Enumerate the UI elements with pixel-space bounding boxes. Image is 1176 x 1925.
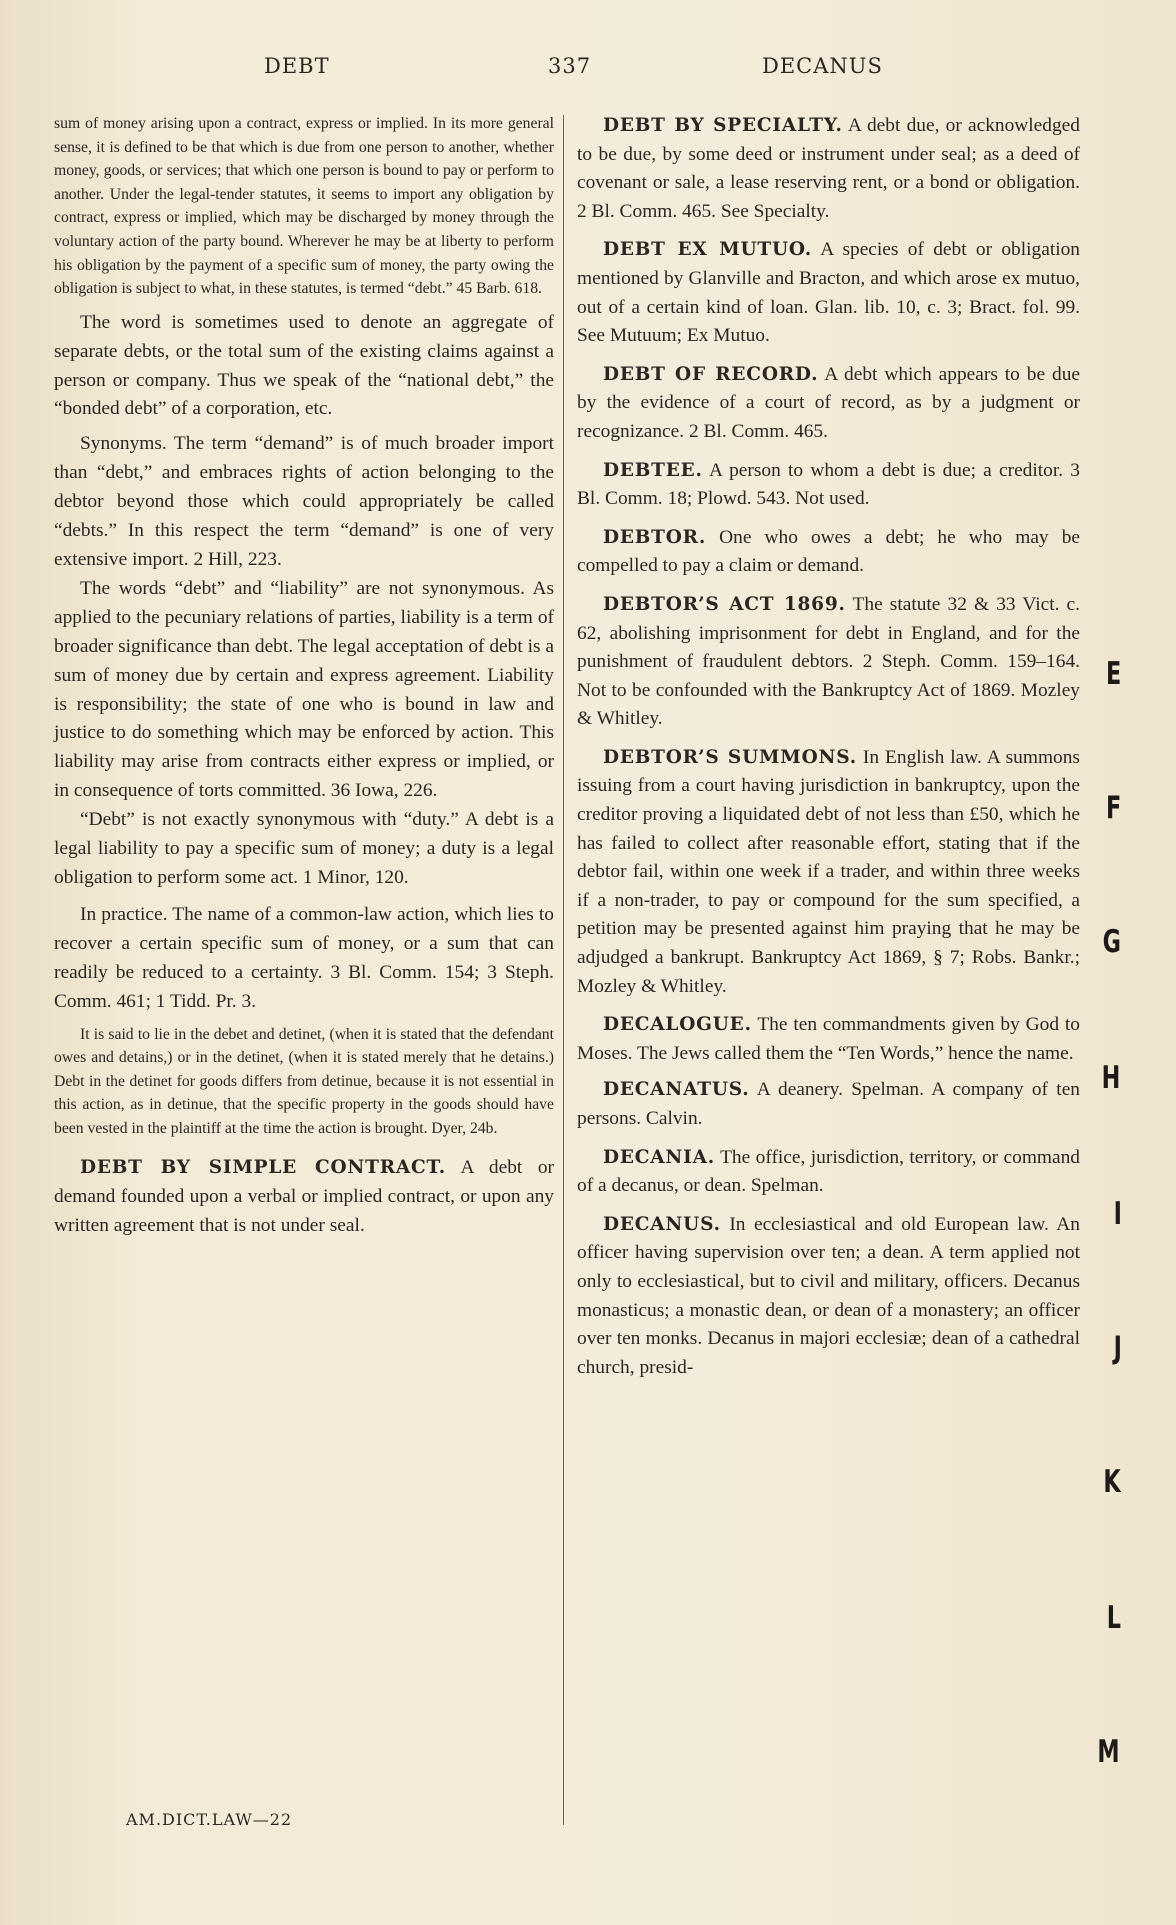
left-paragraph-2: The word is sometimes used to denote an aggregate of separate debts, or the total sum of the existing claims against a person or company. Thus we speak of the “national debt,” the “bonded debt” of a corporation, etc. (54, 311, 554, 420)
left-paragraph-6: In practice. The name of a common-law action, which lies to recover a certain specific sum of money, or a sum that can readily be reduced to a certainty. 3 Bl. Comm. 154; 3 Steph. Comm. 461; 1 Tidd. Pr. 3. (54, 903, 554, 1012)
column-divider (563, 115, 564, 1825)
entry-debt-by-specialty (577, 112, 1080, 226)
right-column (577, 112, 1080, 1382)
entry-decanatus (577, 1076, 1080, 1133)
left-paragraph-4: The words “debt” and “liability” are not synonymous. As applied to the pecuniary relations of parties, liability is a term of broader significance than debt. The legal acceptation of debt is a sum of money due by certain and express agreement. Liability is responsibility; the state of one who is bound in law and justice to do something which may be enforced by action. This liability may arise from contracts either express or implied, or in consequence of torts committed. 36 Iowa, 226. (54, 577, 554, 802)
entry-debtors-summons (577, 744, 1080, 1001)
thumb-index-letter[interactable]: G (1102, 924, 1121, 960)
entry-definition: The statute 32 & 33 Vict. c. 62, abolishing imprisonment for debt in England, and for the punishment of fraudulent debtors. 2 Steph. Comm. 159–164. Not to be confounded with the Bankruptcy Act of 1869. Mozley & Whitley. (577, 593, 1080, 730)
entry-definition: A species of debt or obligation mentioned by Glanville and Bracton, and which arose ex mutuo, out of a certain kind of loan. Glan. lib. 10, c. 3; Bract. fol. 99. See Mutuum; Ex Mutuo. (577, 239, 1080, 347)
thumb-index-letter[interactable]: F (1105, 790, 1122, 826)
entry-headword: DEBTEE. (603, 459, 703, 481)
entry-debt-of-record (577, 361, 1080, 447)
left-paragraph-5: “Debt” is not exactly synonymous with “duty.” A debt is a legal liability to pay a specific sum of money; a duty is a legal obligation to perform some act. 1 Minor, 120. (54, 809, 554, 888)
entry-debt-ex-mutuo (577, 236, 1080, 350)
left-paragraph-1: sum of money arising upon a contract, express or implied. In its more general sense, it is defined to be that which is due from one person to another, whether money, goods, or services; that which one person is bound to pay or perform to another. Under the legal-tender statutes, it seems to import any obligation by contract, express or implied, which may be discharged by money through the voluntary action of the party bound. Wherever he may be at liberty to perform his obligation by the payment of a specific sum of money, the party owing the obligation is subject to what, in these statutes, is termed “debt.” 45 Barb. 618. (54, 115, 554, 298)
entry-debtors-act-1869 (577, 591, 1080, 734)
left-paragraph-7: It is said to lie in the debet and detinet, (when it is stated that the defendant owes and detains,) or in the detinet, (when it is stated merely that he detains.) Debt in the detinet for goods differs from detinue, because it is not essential in this action, as in detinue, that the specific property in the goods should have been vested in the plaintiff at the time the action is brought. Dyer, 24b. (54, 1025, 554, 1137)
entry-debtee (577, 457, 1080, 514)
entry-headword: DECANIA. (603, 1146, 715, 1168)
entry-headword: DEBT OF RECORD. (603, 363, 819, 385)
entry-headword: DEBTOR. (603, 526, 707, 548)
entry-headword: DEBT BY SPECIALTY. (603, 115, 843, 136)
entry-debtor (577, 524, 1080, 581)
entry-definition: One who owes a debt; he who may be compelled to pay a claim or demand. (577, 526, 1080, 577)
entry-headword: DECALOGUE. (603, 1014, 752, 1036)
entry-headword: DEBT EX MUTUO. (603, 239, 812, 261)
thumb-index-letter[interactable]: I (1114, 1196, 1123, 1232)
entry-headword: DECANATUS. (603, 1079, 750, 1101)
header-right-guideword: DECANUS (762, 54, 883, 78)
entry-headword: DEBT BY SIMPLE CONTRACT. (80, 1157, 446, 1179)
page-number: 337 (548, 54, 592, 78)
thumb-index-letter[interactable]: E (1105, 656, 1122, 692)
thumb-index-letter[interactable]: L (1107, 1600, 1122, 1636)
entry-definition: A debt which appears to be due by the evidence of a court of record, as by a judgment or recognizance. 2 Bl. Comm. 465. (577, 363, 1081, 442)
entry-definition: A debt or demand founded upon a verbal or implied contract, or upon any written agreement that is not under seal. (54, 1157, 555, 1236)
entry-decania (577, 1144, 1080, 1201)
entry-definition: In ecclesiastical and old European law. An officer having supervision over ten; a dean. A term applied not only to ecclesiastical, but to civil and military, officers. Decanus monasticus; a monastic dean, or dean of a monastery; an officer over ten monks. Decanus in majori ecclesiæ; dean of a cathedral church, presid- (577, 1213, 1080, 1378)
entry-definition: The ten commandments given by God to Moses. The Jews called them the “Ten Words,” hence the name. (577, 1014, 1080, 1064)
entry-definition: A deanery. Spelman. A company of ten persons. Calvin. (577, 1079, 1080, 1129)
signature-footer: AM.DICT.LAW—22 (126, 1810, 293, 1829)
entry-debt-by-simple-contract (54, 1154, 554, 1240)
entry-definition: A person to whom a debt is due; a creditor. 3 Bl. Comm. 18; Plowd. 543. Not used. (577, 459, 1080, 510)
thumb-index-letter[interactable]: M (1097, 1734, 1120, 1770)
thumb-index-letter[interactable]: K (1103, 1464, 1121, 1500)
left-paragraph-3: Synonyms. The term “demand” is of much broader import than “debt,” and embraces rights of action belonging to the debtor beyond those which could appropriately be called “debts.” In this respect the term “demand” is one of very extensive import. 2 Hill, 223. (54, 433, 554, 570)
thumb-index-letter[interactable]: H (1101, 1060, 1121, 1096)
entry-definition: A debt due, or acknowledged to be due, by some deed or instrument under seal; as a deed of covenant or sale, a lease reserving rent, or a bond or obligation. 2 Bl. Comm. 465. See Specialty. (577, 115, 1080, 222)
entry-headword: DECANUS. (603, 1213, 721, 1235)
entry-definition: The office, jurisdiction, territory, or command of a decanus, or dean. Spelman. (577, 1146, 1080, 1197)
header-left-guideword: DEBT (264, 54, 330, 78)
entry-headword: DEBTOR’S ACT 1869. (603, 593, 846, 615)
entry-headword: DEBTOR’S SUMMONS. (603, 746, 857, 768)
entry-decanus (577, 1211, 1080, 1383)
thumb-index-letter[interactable]: J (1114, 1330, 1123, 1366)
left-column (54, 112, 554, 1240)
page-header (0, 54, 1176, 84)
entry-definition: In English law. A summons issuing from a court having jurisdiction in bankruptcy, upon the creditor proving a liquidated debt of not less than £50, which he has failed to collect after reasonable effort, stating that if the debtor fail, within one week if a trader, and within three weeks if a non-trader, to pay or compound for the sum specified, a petition may be presented against him praying that he may be adjudged a bankrupt. Bankruptcy Act 1869, § 7; Robs. Bankr.; Mozley & Whitley. (577, 746, 1080, 997)
entry-decalogue (577, 1011, 1080, 1068)
